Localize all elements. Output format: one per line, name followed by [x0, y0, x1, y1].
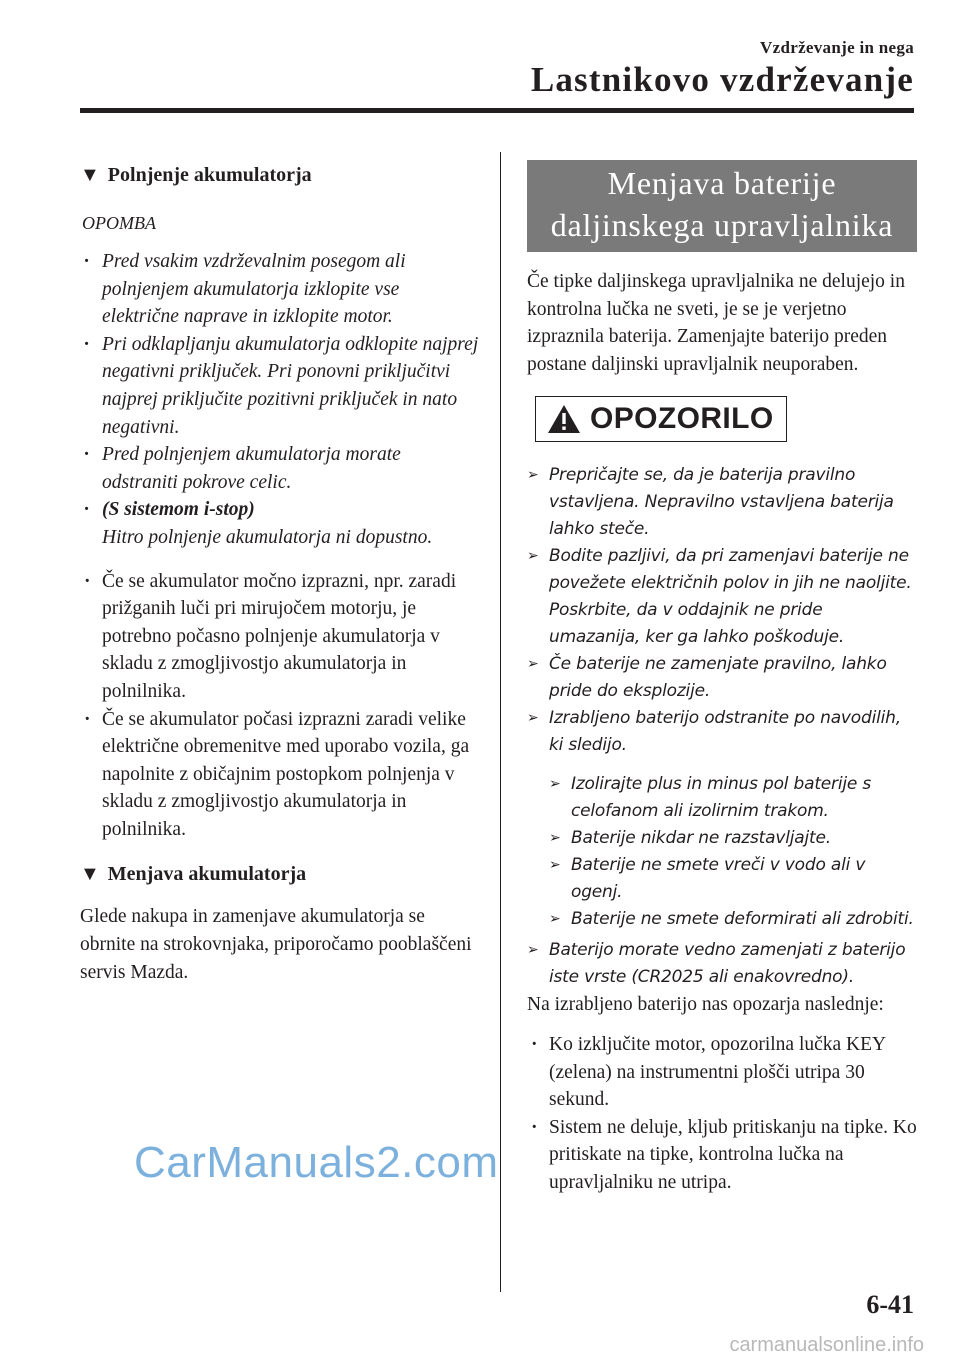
remote-battery-heading-line1: Menjava baterije [607, 165, 837, 201]
replacement-paragraph: Glede nakupa in zamenjave akumulatorja se obrnite na strokovnjaka, priporočamo pooblaščeni servis Mazda. [80, 906, 472, 983]
warning-item [527, 705, 917, 759]
footer-watermark-text: carmanualsonline.info [729, 1334, 924, 1356]
left-column [80, 160, 480, 986]
warning-item-text: Bodite pazljivi, da pri zamenjavi baterije ne povežete električnih polov in jih ne naoljite. Poskrbite, da v oddajnik ne pride umazanija, ker ga lahko poškoduje. [549, 546, 912, 648]
arrow-bullet-icon: ➢ [549, 911, 561, 928]
warning-sub-item [549, 771, 917, 825]
heading-battery-replacement-text: Menjava akumulatorja [107, 863, 307, 886]
warning-item-text: Izrabljeno baterijo odstranite po navodilih, ki sledijo. [549, 708, 901, 756]
note-istop-title: (S sistemom i-stop) [102, 499, 255, 521]
warning-item [527, 937, 917, 991]
warning-list-end [527, 937, 917, 991]
triangle-marker-icon: ▼ [80, 863, 100, 886]
arrow-bullet-icon: ➢ [527, 467, 539, 484]
warning-label: OPOZORILO [590, 402, 774, 436]
list-item: · Ko izključite motor, opozorilna lučka KEY (zelena) na instrumentni plošči utripa 30 sekund. [527, 1031, 917, 1114]
heading-battery-replacement [80, 859, 480, 889]
arrow-bullet-icon: ➢ [549, 830, 561, 847]
warning-sub-item-text: Baterije ne smete vreči v vodo ali v ogenj. [571, 855, 866, 903]
warning-item-text: Prepričajte se, da je baterija pravilno vstavljena. Nepravilno vstavljena baterija lahko steče. [549, 465, 894, 540]
warning-item-text: Baterijo morate vedno zamenjati z baterijo iste vrste (CR2025 ali enakovredno). [549, 940, 906, 988]
note-item: · Pred vsakim vzdrževalnim posegom ali polnjenjem akumulatorja izklopite vse električne naprave in izklopite motor. [80, 248, 480, 331]
warning-sub-list [549, 771, 917, 933]
arrow-bullet-icon: ➢ [527, 548, 539, 565]
list-item: · Sistem ne deluje, kljub pritiskanju na tipke. Ko pritiskate na tipke, kontrolna lučka na upravljalniku ne utripa. [527, 1114, 917, 1197]
list-item: · Če se akumulator močno izprazni, npr. zaradi prižganih luči pri mirujočem motorju, je potrebno počasno polnjenje akumulatorja v skladu z zmogljivostjo akumulatorja in polnilnika. [80, 568, 480, 706]
warning-box [535, 396, 787, 442]
warning-item [527, 543, 917, 651]
note-item: · Pred polnjenjem akumulatorja morate odstraniti pokrove celic. [80, 441, 480, 496]
note-label: OPOMBA [82, 213, 156, 233]
warning-sub-item [549, 906, 917, 933]
remote-intro-paragraph: Če tipke daljinskega upravljalnika ne delujejo in kontrolna lučka ne sveti, je se je verjetno izpraznila baterija. Zamenjajte baterijo preden postane daljinski upravljalnik neuporaben. [527, 271, 905, 375]
note-list [80, 248, 480, 552]
watermark-text: CarManuals2.com [134, 1138, 499, 1187]
note-istop-text: Hitro polnjenje akumulatorja ni dopustno. [102, 526, 433, 548]
remote-battery-heading-line2: daljinskega upravljalnika [550, 207, 894, 243]
battery-indication-paragraph: Na izrabljeno baterijo nas opozarja naslednje: [527, 994, 884, 1016]
triangle-marker-icon: ▼ [80, 164, 100, 186]
arrow-bullet-icon: ➢ [527, 656, 539, 673]
header-section: Vzdrževanje in nega [760, 38, 914, 57]
charging-list [80, 568, 480, 844]
note-item-istop [80, 496, 480, 551]
warning-sub-item-text: Baterije ne smete deformirati ali zdrobiti. [571, 909, 914, 930]
battery-indication-list [527, 1031, 917, 1197]
right-column [527, 160, 917, 1197]
heading-battery-charging-text: Polnjenje akumulatorja [107, 164, 312, 186]
warning-item-text: Če baterije ne zamenjate pravilno, lahko pride do eksplozije. [549, 654, 887, 702]
list-item: · Če se akumulator počasi izprazni zaradi velike električne obremenitve med uporabo vozila, ga napolnite z običajnim postopkom polnjenja v skladu z zmogljivostjo akumulatorja in polnilnika. [80, 706, 480, 844]
warning-sub-item [549, 825, 917, 852]
warning-triangle-icon [546, 403, 582, 435]
warning-item [527, 651, 917, 705]
header-title: Lastnikovo vzdrževanje [530, 60, 914, 99]
warning-sub-item [549, 852, 917, 906]
header-rule [80, 108, 914, 113]
arrow-bullet-icon: ➢ [527, 710, 539, 727]
column-divider [500, 152, 501, 1292]
warning-list [527, 462, 917, 759]
warning-sub-item-text: Izolirajte plus in minus pol baterije s celofanom ali izolirnim trakom. [571, 774, 871, 822]
page-number: 6-41 [866, 1290, 914, 1319]
arrow-bullet-icon: ➢ [549, 776, 561, 793]
note-item: · Pri odklapljanju akumulatorja odklopite najprej negativni priključek. Pri ponovni priključitvi najprej priključite pozitivni priključek in nato negativni. [80, 331, 480, 441]
warning-sub-item-text: Baterije nikdar ne razstavljajte. [571, 828, 831, 849]
arrow-bullet-icon: ➢ [549, 857, 561, 874]
heading-battery-charging [80, 160, 480, 190]
remote-battery-heading [527, 160, 917, 252]
warning-item [527, 462, 917, 543]
arrow-bullet-icon: ➢ [527, 942, 539, 959]
